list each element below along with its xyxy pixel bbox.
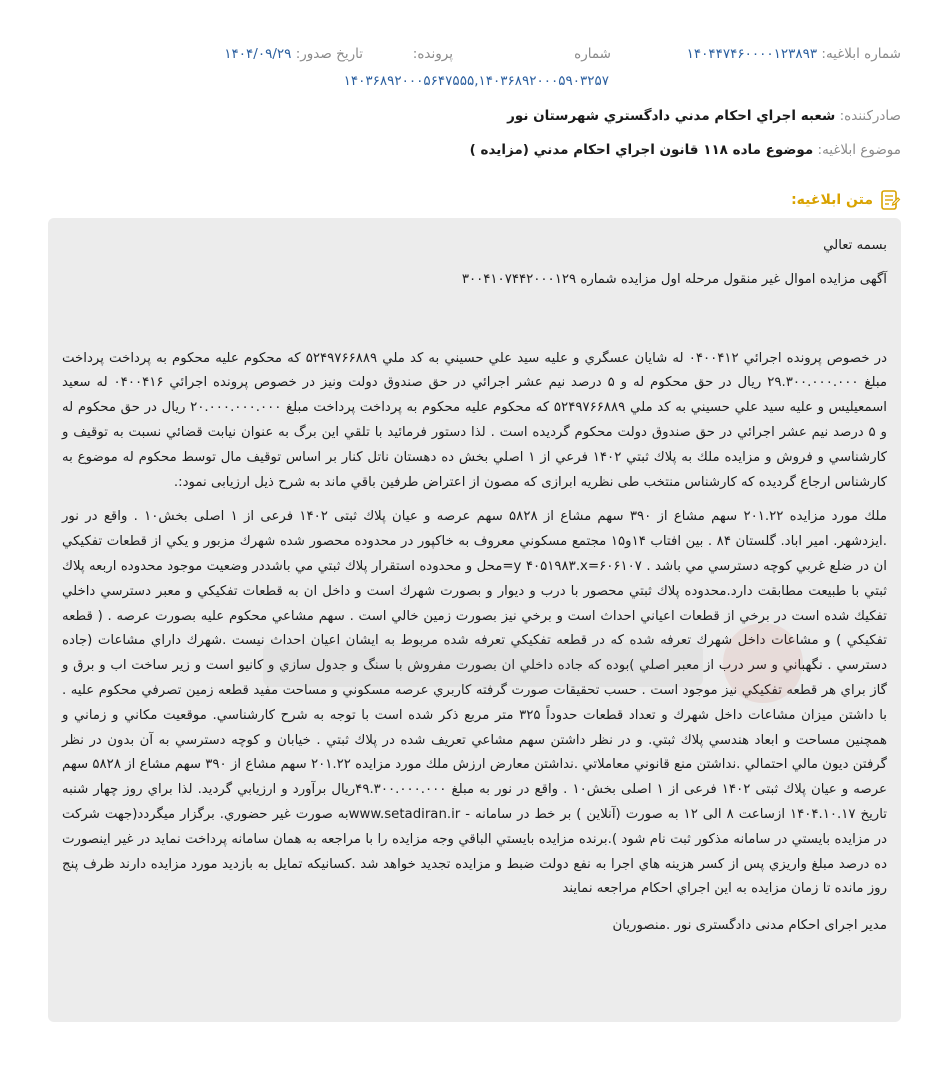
- notice-body-paragraph-1: در خصوص پرونده اجرائي ۰۴۰۰۴۱۲ له شايان عسگري و عليه سيد علي حسيني به كد ملي ۵۲۴۹۷۶۶۸۸۹ كه محكوم عليه محكوم به پرداخت پرداخت مبلغ ۲۹.۳۰۰.۰۰۰.۰۰۰ ريال در حق محكوم له و ۵ درصد نيم عشر اجرائي در حق صندوق دولت ونيز در خصوص پرونده اجرائي ۰۴۰۰۴۱۶ له سعيد اسمعيليس و عليه سيد علي حسيني به كد ملي ۵۲۴۹۷۶۶۸۸۹ كه محكوم عليه محكوم به پرداخت پرداخت مبلغ ۲۰.۰۰۰.۰۰۰.۰۰۰ ريال در حق محكوم له و ۵ درصد نيم عشر اجرائي در حق صندوق دولت محكوم گرديده است . لذا دستور فرمائيد با تلقي اين برگ به عنوان نيابت قضائي نسبت به توقيف و كارشناسي و فروش و مزايده ملك به پلاك ثبتي ۱۴۰۲ فرعي از ۱ اصلي بخش ده دهستان ناتل كنار بر اساس توقيف مال توسط محكوم له موضوع به كارشناس ارجاع گرديده كه كارشناس منتخب طی نظريه ابرازی كه مصون از اعتراض طرفين باقي ماند به شرح ذيل ارزيابی نمود:.: [62, 350, 888, 490]
- subject-row: [470, 142, 901, 158]
- notice-number-label: شماره ابلاغیه:: [821, 46, 901, 62]
- notice-number-value: ۱۴۰۴۴۷۴۶۰۰۰۰۱۲۳۸۹۳: [686, 46, 818, 62]
- notice-content-box: [48, 218, 901, 1022]
- document-icon: [879, 189, 901, 211]
- case-label-wrap: [413, 46, 453, 62]
- basmala: بسمه تعالي: [823, 238, 887, 253]
- case-numbers: ۱۴۰۳۶۸۹۲۰۰۰۵۶۴۷۵۵۵,۱۴۰۳۶۸۹۲۰۰۰۵۹۰۳۲۵۷: [343, 73, 609, 89]
- issuer-value: شعبه اجراي احکام مدني دادگستري شهرستان نور: [507, 108, 836, 124]
- section-header: [791, 188, 901, 212]
- issue-date: [224, 46, 363, 62]
- issue-date-value: ۱۴۰۴/۰۹/۲۹: [224, 46, 292, 62]
- issuer-label: صادرکننده:: [839, 108, 901, 124]
- section-title: متن ابلاغیه:: [791, 192, 873, 208]
- number-label: شماره: [574, 46, 611, 62]
- issue-date-label: تاریخ صدور:: [295, 46, 363, 62]
- issuer-row: [507, 108, 901, 124]
- notice-body-paragraph-2: ملك مورد مزايده ۲۰۱.۲۲ سهم مشاع از ۳۹۰ سهم مشاع از ۵۸۲۸ سهم عرصه و عيان پلاك ثبتی ۱۴۰۲ فرعی از ۱ اصلی بخش۱۰ . واقع در نور .ایزدشهر. امير اباد. گلستان ۸۴ . بين افتاب ۱۴و۱۵ مجتمع مسكوني معروف به خاكپور در محدوده محصور شده شهرك مزبور و يكي از قطعات تفكيكي ان در ضلع غربي كوچه دسترسي مي باشد . ۶۰۶۱۰۷=y ۴۰۵۱۹۸۳.x=محل و محدوده استقرار پلاك ثبتي مي باشددر وضعيت موجود محدوده اربعه پلاك ثبتي با طبيعت مطابقت دارد.محدوده پلاك ثبتي محصور با درب و ديوار و بصورت شهرك است و داخل ان به قطعات تفكيكي و معبر دسترسي داخلي تفكيك شده است در برخي از قطعات اعياني احداث است و برخي نيز بصورت زمين خالي است . سهم مشاعي محكوم عليه بصورت عرصه . ( قطعه تفكيكي ) و مشاعات داخل شهرك تعرفه شده كه در قطعه تفكيكي تعرفه شده مربوط به ايشان اعيان احداث نيست .شهرك داراي مشاعات (جاده دسترسي . نگهباني و سر درب از معبر اصلي )بوده كه جاده داخلي ان بصورت مفروش با سنگ و جدول سازي و كانيو است و زير ساخت اب و برق و گاز براي هر قطعه تفكيكي نيز موجود است . حسب تحقيقات صورت گرفته كاربري عرصه مسكوني و مساحت مفيد قطعه زمين تصرفي محكوم عليه . با داشتن ميزان مشاعات داخل شهرك و تعداد قطعات حدوداً ۳۲۵ متر مربع ذكر شده است با توجه به شرح كارشناسي. موقعيت مكاني و زماني و همچنين مساحت و ابعاد هندسي پلاك ثبتي. و در نظر داشتن سهم مشاعي تعريف شده در پلاك ثبتي . خيابان و كوچه دسترسي به آن بدون در نظر گرفتن ديون مالي احتمالي .نداشتن منع قانوني معاملاتي .نداشتن معارض ارزش ملك مورد مزايده ۲۰۱.۲۲ سهم مشاع از ۳۹۰ سهم مشاع از ۵۸۲۸ سهم عرصه و عيان پلاك ثبتی ۱۴۰۲ فرعی از ۱ اصلی بخش۱۰ . واقع در نور به مبلغ ۴۹.۳۰۰.۰۰۰.۰۰۰ريال برآورد و ارزيابي گرديد. لذا براي روز چهار شنبه تاريخ ۱۴۰۴.۱۰.۱۷ ازساعت ۸ الی ۱۲ به صورت (آنلاين ) بر خط در سامانه - www.setadiran.irبه صورت غير حضوري. برگزار ميگردد(جهت شركت در مزايده بايستي در سامانه مذكور ثبت نام شود ).برنده مزايده بايستي الباقي وجه مزايده را با مراجعه به همان سامانه پرداخت نمايد در غير اينصورت ده درصد مبلغ واريزي پس از كسر هزينه هاي اجرا به نفع دولت ضبط و مزايده تجديد خواهد شد .كسانيكه تمايل به بازديد مورد مزايده دارند ظرف پنج روز مانده تا زمان مزايده به اين اجراي احكام مراجعه نمايند: [62, 509, 887, 897]
- subject-value: موضوع ماده ۱۱۸ قانون اجراي احکام مدني (مزايده ): [469, 142, 814, 158]
- case-label: پرونده:: [412, 46, 453, 62]
- notice-number: [687, 46, 901, 62]
- subject-label: موضوع ابلاغیه:: [817, 142, 901, 158]
- meta-row: [38, 46, 901, 66]
- number-case-label: [574, 46, 611, 62]
- signature: مدیر اجرای احکام مدنی دادگستری نور .منصوریان: [612, 918, 887, 934]
- notice-heading: آگهی مزایده اموال غیر منقول مرحله اول مزایده شماره ۳۰۰۴۱۰۷۴۴۲۰۰۰۱۲۹: [461, 271, 887, 287]
